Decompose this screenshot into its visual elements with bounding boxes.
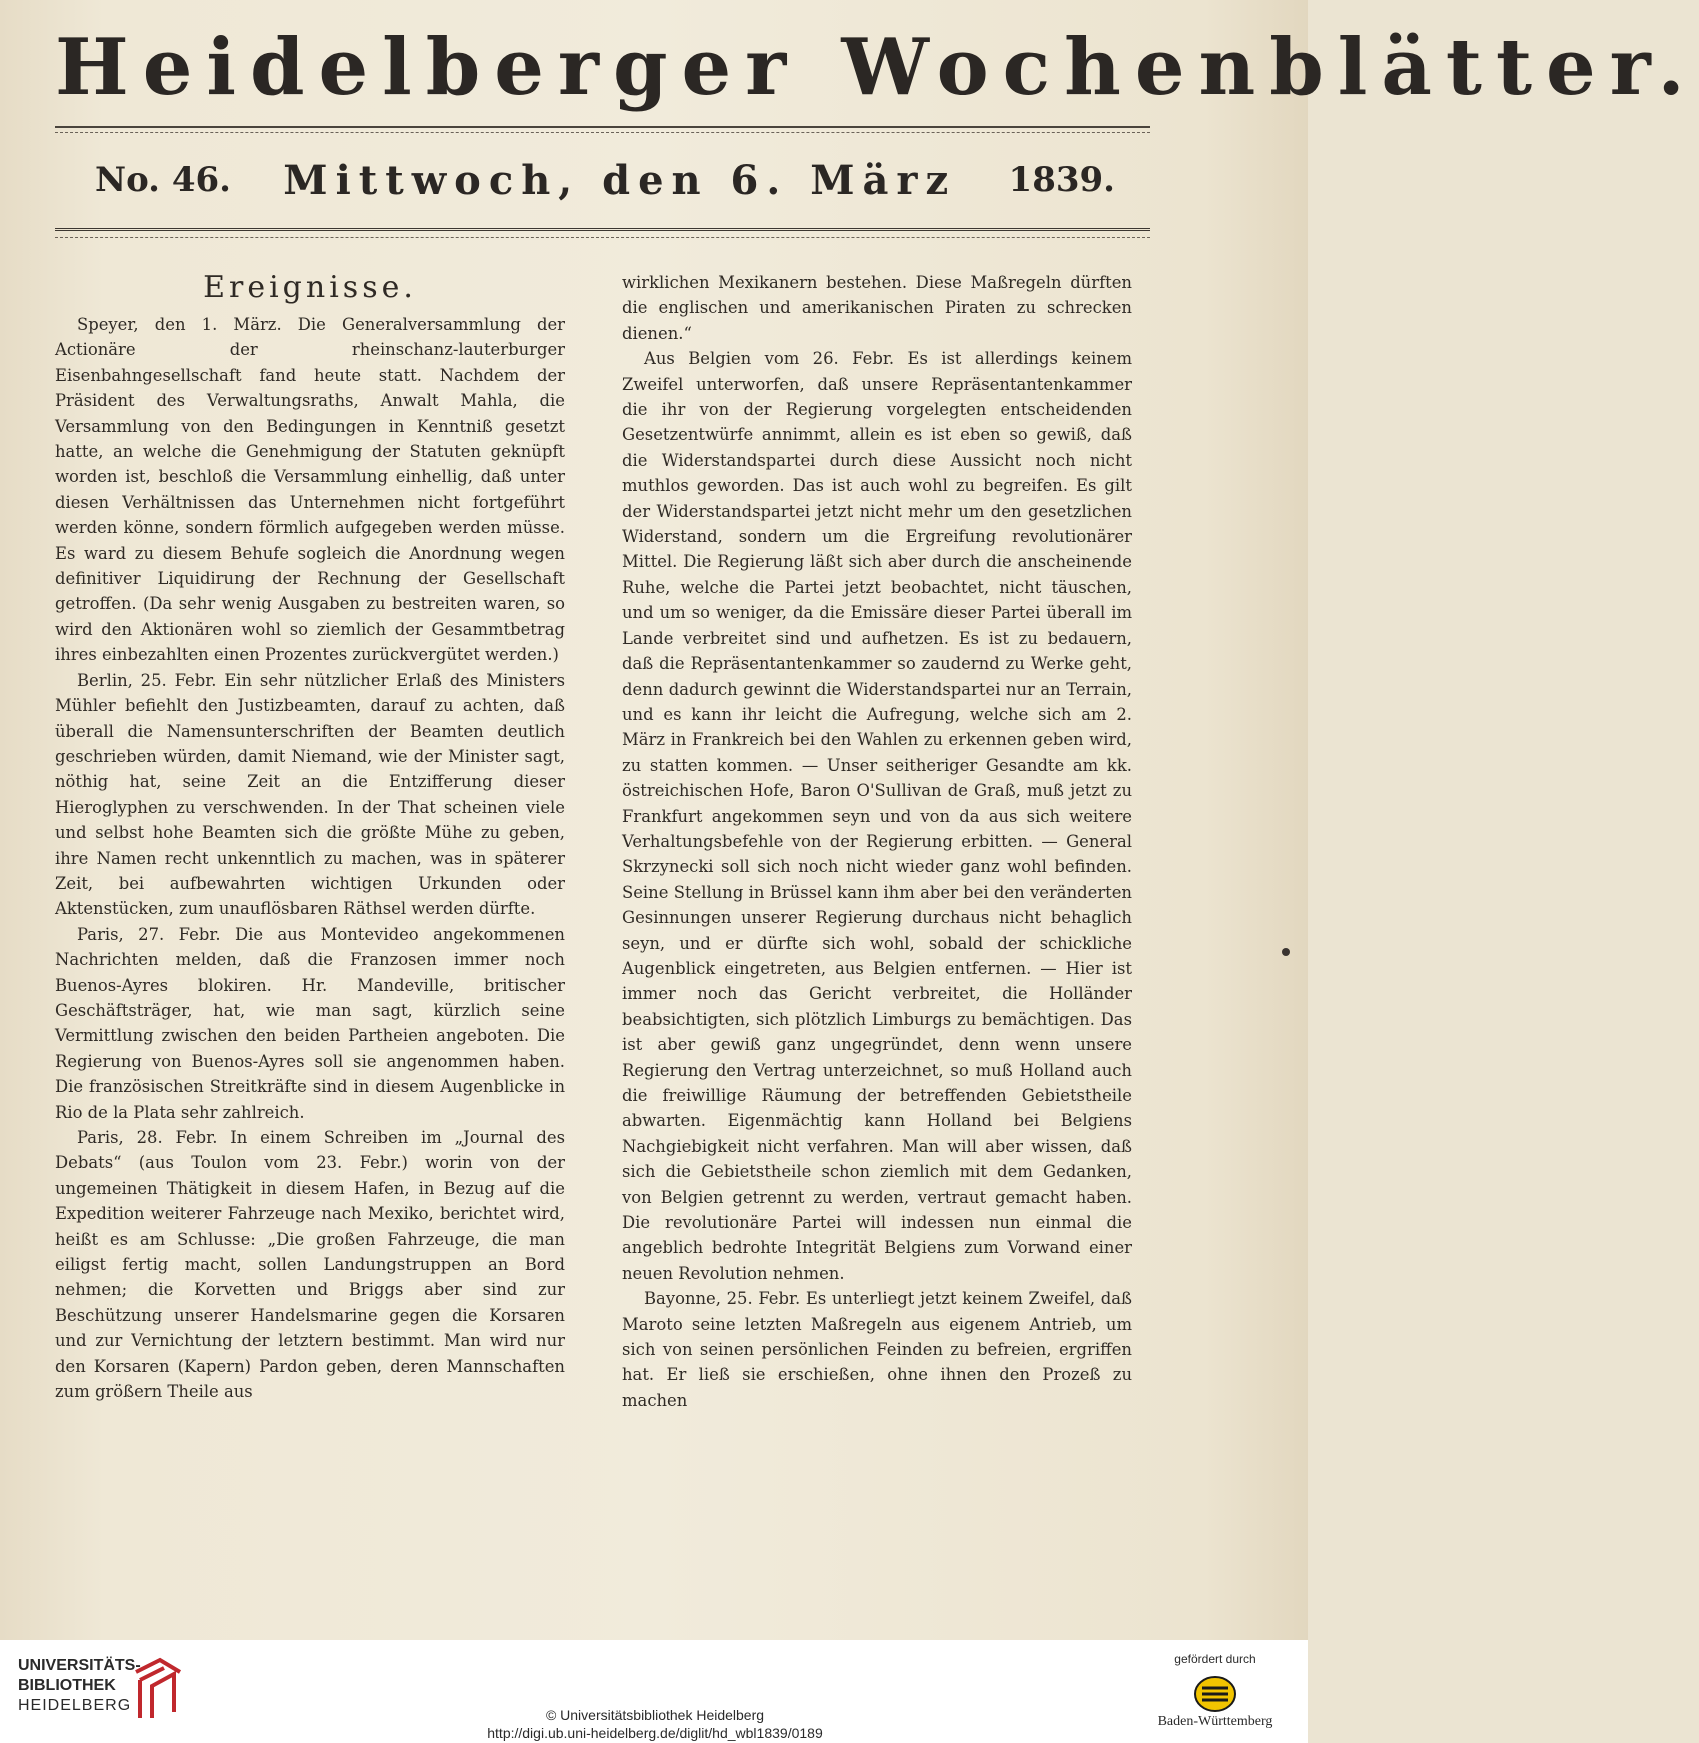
sponsor-logo[interactable] [1140, 1652, 1290, 1730]
masthead-title: Heidelberger Wochenblätter. [55, 22, 1699, 113]
library-name-line2: BIBLIOTHEK [18, 1677, 116, 1694]
state-seal-icon [1194, 1676, 1236, 1712]
library-name-line3: HEIDELBERG [18, 1697, 132, 1714]
article-bayonne: Bayonne, 25. Febr. Es unterliegt jetzt keinem Zweifel, daß Maroto seine letzten Maßregeln aus eigenem Antrieb, um sich von seinen persönlichen Feinden zu befreien, ergriffen hat. Er ließ sie erschießen, ohne ihnen den Prozeß zu machen [622, 1289, 1132, 1410]
issue-number: No. 46. [95, 160, 231, 200]
masthead-rule [55, 126, 1150, 133]
dateline [95, 150, 1115, 210]
article-paris-27: Paris, 27. Febr. Die aus Montevideo angekommenen Nachrichten melden, daß die Franzosen immer noch Buenos-Ayres blokiren. Hr. Mandeville, britischer Geschäftsträger, hat, wie man sagt, kürzlich seine Vermittlung zwischen den beiden Partheien angeboten. Die Regierung von Buenos-Ayres soll sie angenommen haben. Die französischen Streitkräfte sind in diesem Augenblicke in Rio de la Plata sehr zahlreich. [55, 924, 565, 1122]
permalink[interactable]: http://digi.ub.uni-heidelberg.de/diglit/hd_wbl1839/0189 [487, 1725, 823, 1741]
copyright-text: © Universitätsbibliothek Heidelberg [545, 1707, 765, 1723]
section-heading: Ereignisse. [203, 270, 417, 305]
library-name-line1: UNIVERSITÄTS- [18, 1657, 141, 1674]
left-column [55, 268, 565, 1404]
article-berlin: Berlin, 25. Febr. Ein sehr nützlicher Erlaß des Ministers Mühler befiehlt den Justizbeamten, darauf zu achten, daß überall die Namensunterschriften der Beamten deutlich geschrieben würden, damit Niemand, wie der Minister sagt, nöthig hat, seine Zeit an die Entzifferung dieser Hieroglyphen zu verschwenden. In der That scheinen viele und selbst hohe Beamten sich die größte Mühe zu geben, ihre Namen recht unkenntlich zu machen, was in späterer Zeit, bei aufbewahrten wichtigen Urkunden oder Aktenstücken, zum unauflösbaren Räthsel werden dürfte. [55, 670, 565, 919]
dateline-rule [55, 228, 1150, 238]
article-speyer: Speyer, den 1. März. Die Generalversammlung der Actionäre der rheinschanz-lauterburger Eisenbahngesellschaft fand heute statt. Nachdem der Präsident des Verwaltungsraths, Anwalt Mahla, die Versammlung von den Bedingungen in Kenntniß gesetzt hatte, an welche die Genehmigung der Statuten geknüpft worden ist, beschloß die Versammlung einhellig, daß unter diesen Verhältnissen das Unternehmen nicht fortgeführt werden könne, sondern förmlich aufgegeben werden müsse. Es ward zu diesem Behufe sogleich die Anordnung wegen definitiver Liquidirung der Rechnung der Gesellschaft getroffen. (Da sehr wenig Ausgaben zu bestreiten waren, so wird den Aktionären wohl so ziemlich der Gesammtbetrag ihres einbezahlten einen Prozentes zurückvergütet werden.) [55, 315, 565, 665]
footer-bar [0, 1640, 1308, 1743]
state-name: Baden-Württemberg [1157, 1714, 1273, 1729]
article-belgien: Aus Belgien vom 26. Febr. Es ist allerdings keinem Zweifel unterworfen, daß unsere Repräsentantenkammer die ihr von der Regierung vorgelegten entscheidenden Gesetzentwürfe annimmt, allein es ist eben so gewiß, daß die Widerstandspartei durch diese Aussicht noch nicht muthlos geworden. Das ist auch wohl zu begreifen. Es gilt der Widerstandspartei jetzt nicht mehr um den gesetzlichen Widerstand, sondern um die Ergreifung revolutionärer Mittel. Die Regierung läßt sich aber durch die anscheinende Ruhe, welche die Partei jetzt beobachtet, nicht täuschen, und um so weniger, da die Emissäre dieser Partei überall im Lande verbreitet sind und aufhetzen. Es ist zu bedauern, daß die Repräsentantenkammer so zaudernd zu Werke geht, denn dadurch gewinnt die Widerstandspartei nur an Terrain, und es kann ihr leicht die Aufregung, welche sich am 2. März in Frankreich bei den Wahlen zu erkennen geben wird, zu statten kommen. — Unser seitheriger Gesandte am kk. östreichischen Hofe, Baron O'Sullivan de Graß, muß jetzt zu Frankfurt angekommen seyn und von da aus sich weitere Verhaltungsbefehle von der Regierung erbitten. — General Skrzynecki soll sich noch nicht wieder ganz wohl befinden. Seine Stellung in Brüssel kann ihm aber bei den veränderten Gesinnungen unserer Regierung durchaus nicht behaglich seyn, und er dürfte sich wohl, sobald der schickliche Augenblick eingetreten, aus Belgien entfernen. — Hier ist immer noch das Gericht verbreitet, die Holländer beabsichtigten, sich plötzlich Limburgs zu bemächtigen. Das ist aber gewiß ganz ungegründet, denn wenn unsere Regierung den Vertrag unterzeichnet, so muß Holland auch die freiwillige Räumung der betreffenden Gebietstheile abwarten. Eigenmächtig kann Holland bei Belgiens Nachgiebigkeit nicht verfahren. Man will aber wissen, daß sich die Gebietstheile schon ziemlich mit dem Gedanken, von Belgien getrennt zu werden, vertraut gemacht haben. Die revolutionäre Partei will indessen nun einmal die angeblich bedrohte Integrität Belgiens zum Vorwand einer neuen Revolution nehmen. [622, 349, 1132, 1283]
footer-credits [360, 1706, 950, 1742]
issue-year: 1839. [1008, 160, 1115, 200]
library-logo-icon [130, 1658, 186, 1722]
article-paris-28: Paris, 28. Febr. In einem Schreiben im „Journal des Debats“ (aus Toulon vom 23. Febr.) worin von der ungemeinen Thätigkeit in diesem Hafen, in Bezug auf die Expedition weiterer Fahrzeuge nach Mexiko, berichtet wird, heißt es am Schlusse: „Die großen Fahrzeuge, die man eiligst fertig macht, sollen Landungstruppen an Bord nehmen; die Korvetten und Briggs aber sind zur Beschützung unserer Handelsmarine gegen die Korsaren und zur Vernichtung der letztern bestimmt. Man wird nur den Korsaren (Kapern) Pardon geben, deren Mannschaften zum größern Theile aus [55, 1128, 565, 1402]
article-continuation: wirklichen Mexikanern bestehen. Diese Maßregeln dürften die englischen und amerikanischen Piraten zu schrecken dienen.“ [622, 273, 1132, 343]
funded-by-text: gefördert durch [1174, 1652, 1256, 1666]
ink-spot [1282, 948, 1290, 956]
right-column [622, 270, 1132, 1413]
issue-date: Mittwoch, den 6. März [283, 156, 957, 204]
